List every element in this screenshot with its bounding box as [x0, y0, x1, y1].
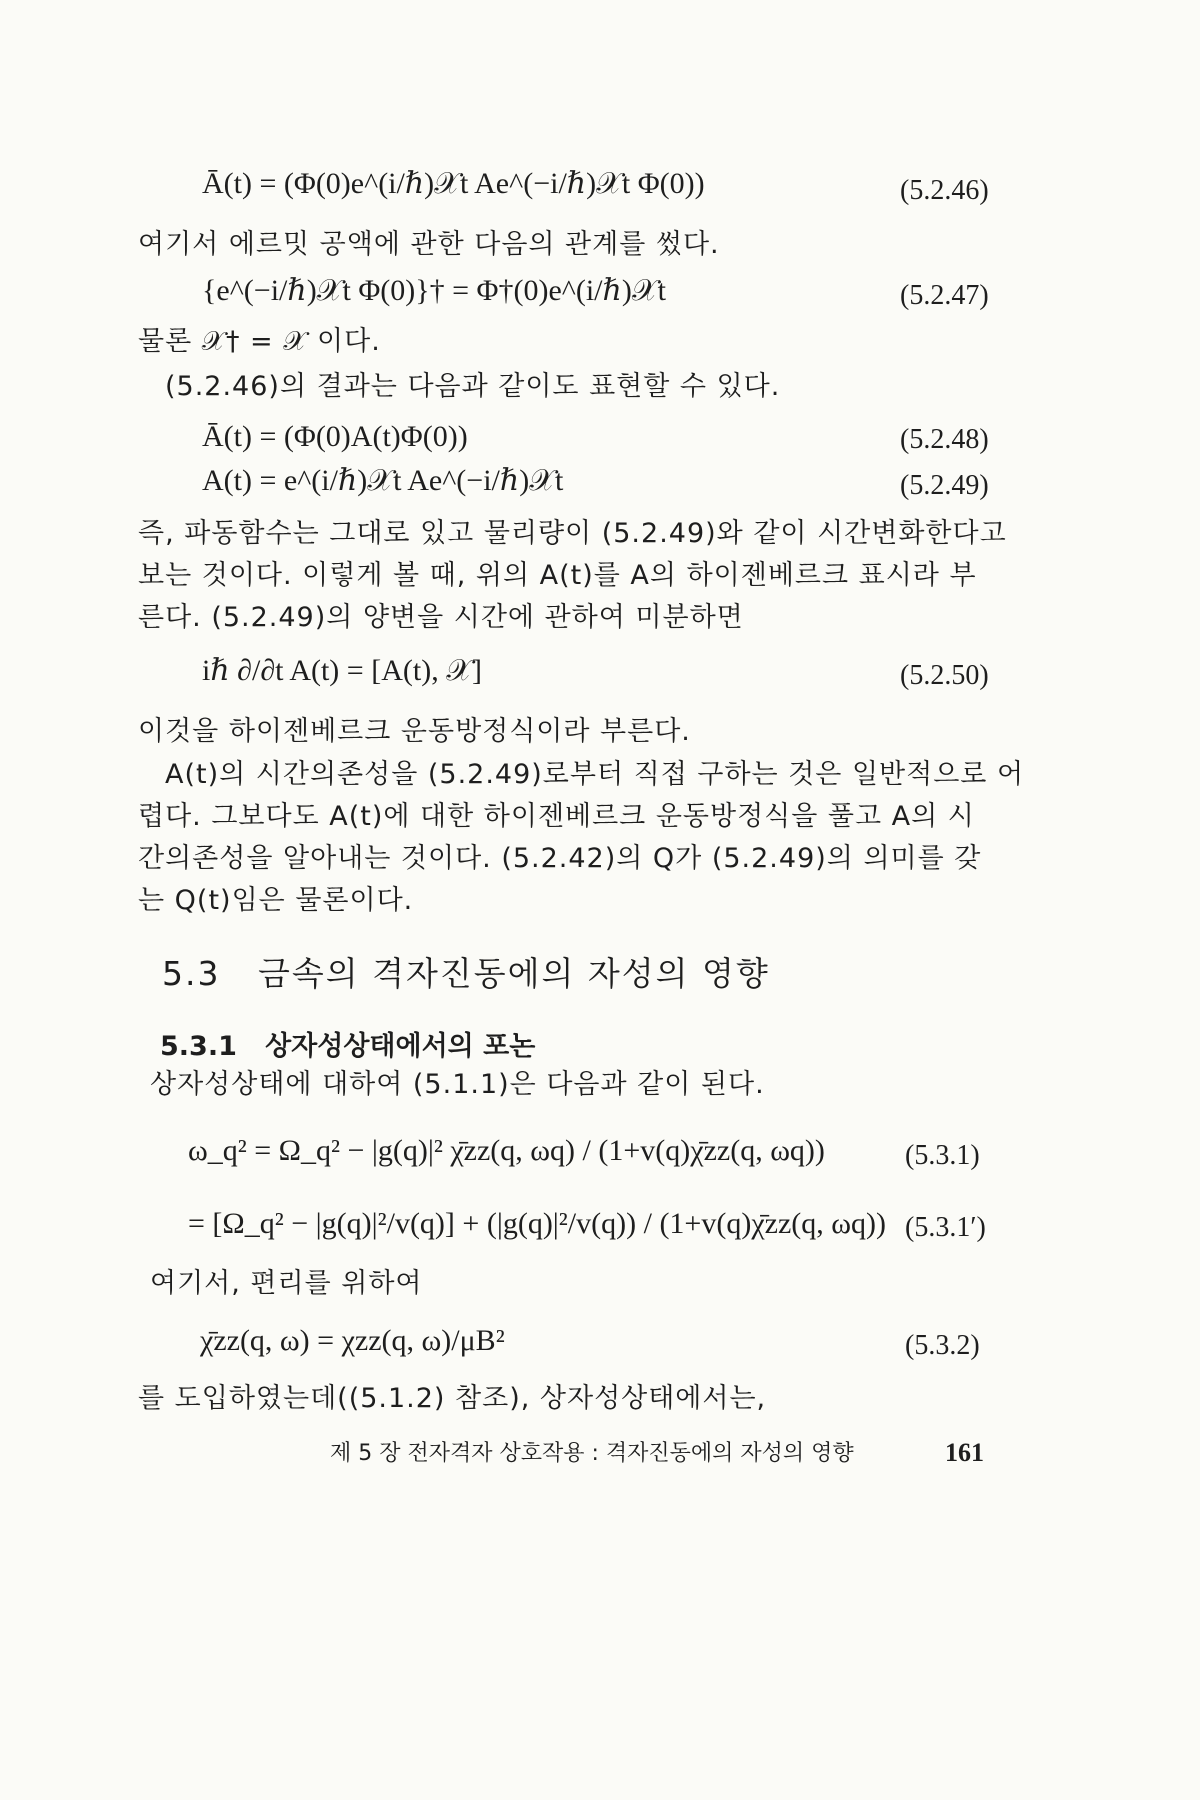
equation-5-2-48: Ā(t) = (Φ(0)A(t)Φ(0)) [202, 420, 468, 453]
equation-number-5-3-2: (5.3.2) [905, 1330, 980, 1361]
paragraph-time-dependence-line2: 렵다. 그보다도 A(t)에 대한 하이젠베르크 운동방정식을 풀고 A의 시 [138, 801, 975, 832]
paragraph-introduce: 를 도입하였는데((5.1.2) 참조), 상자성상태에서는, [138, 1383, 767, 1414]
section-title: 금속의 격자진동에의 자성의 영향 [257, 954, 770, 993]
paragraph-time-dependence-line3: 간의존성을 알아내는 것이다. (5.2.42)의 Q가 (5.2.49)의 의미를 갖 [138, 843, 982, 874]
paragraph-wavefunction-line1: 즉, 파동함수는 그대로 있고 물리량이 (5.2.49)와 같이 시간변화한다고 [138, 518, 1007, 549]
equation-number-5-2-49: (5.2.49) [900, 470, 989, 501]
equation-5-2-46: Ā(t) = (Φ(0)e^(i/ℏ)𝒳t Ae^(−i/ℏ)𝒳t Φ(0)) [202, 167, 705, 200]
subsection-heading [160, 1030, 535, 1064]
equation-number-5-2-48: (5.2.48) [900, 424, 989, 455]
equation-5-3-2: χ̄zz(q, ω) = χzz(q, ω)/μB² [200, 1324, 505, 1357]
equation-number-5-2-50: (5.2.50) [900, 660, 989, 691]
paragraph-time-dependence-line1: A(t)의 시간의존성을 (5.2.49)로부터 직접 구하는 것은 일반적으로 어 [165, 759, 1025, 790]
equation-5-2-50: iℏ ∂/∂t A(t) = [A(t), 𝒳] [202, 654, 482, 687]
subsection-number: 5.3.1 [160, 1031, 237, 1062]
section-heading [162, 953, 770, 994]
page-number: 161 [945, 1438, 984, 1467]
equation-number-5-3-1-prime: (5.3.1′) [905, 1212, 986, 1243]
running-footer: 제 5 장 전자격자 상호작용 : 격자진동에의 자성의 영향 [330, 1441, 854, 1466]
paragraph-paramagnetic: 상자성상태에 대하여 (5.1.1)은 다음과 같이 된다. [150, 1069, 765, 1100]
paragraph-convenience: 여기서, 편리를 위하여 [150, 1268, 423, 1299]
equation-5-2-49: A(t) = e^(i/ℏ)𝒳t Ae^(−i/ℏ)𝒳t [202, 464, 564, 497]
equation-number-5-2-46: (5.2.46) [900, 175, 989, 206]
subsection-title: 상자성상태에서의 포논 [265, 1031, 536, 1062]
equation-number-5-2-47: (5.2.47) [900, 280, 989, 311]
paragraph-of-course: 물론 𝒳† = 𝒳 이다. [138, 326, 381, 357]
paragraph-wavefunction-line2: 보는 것이다. 이렇게 볼 때, 위의 A(t)를 A의 하이젠베르크 표시라 부 [138, 560, 977, 591]
paragraph-result: (5.2.46)의 결과는 다음과 같이도 표현할 수 있다. [165, 371, 781, 402]
paragraph-heisenberg-eq: 이것을 하이젠베르크 운동방정식이라 부른다. [138, 716, 691, 747]
equation-5-3-1-prime: = [Ω_q² − |g(q)|²/v(q)] + (|g(q)|²/v(q)) / (1+v(q)χ̄zz(q, ωq)) [188, 1207, 886, 1240]
paragraph-hermitian: 여기서 에르밋 공액에 관한 다음의 관계를 썼다. [138, 229, 720, 260]
equation-number-5-3-1: (5.3.1) [905, 1140, 980, 1171]
paragraph-wavefunction-line3: 른다. (5.2.49)의 양변을 시간에 관하여 미분하면 [138, 602, 744, 633]
paragraph-time-dependence-line4: 는 Q(t)임은 물론이다. [138, 885, 414, 916]
section-number: 5.3 [162, 954, 221, 993]
equation-5-3-1: ω_q² = Ω_q² − |g(q)|² χ̄zz(q, ωq) / (1+v(q)χ̄zz(q, ωq)) [188, 1134, 825, 1167]
equation-5-2-47: {e^(−i/ℏ)𝒳t Φ(0)}† = Φ†(0)e^(i/ℏ)𝒳t [202, 274, 666, 307]
